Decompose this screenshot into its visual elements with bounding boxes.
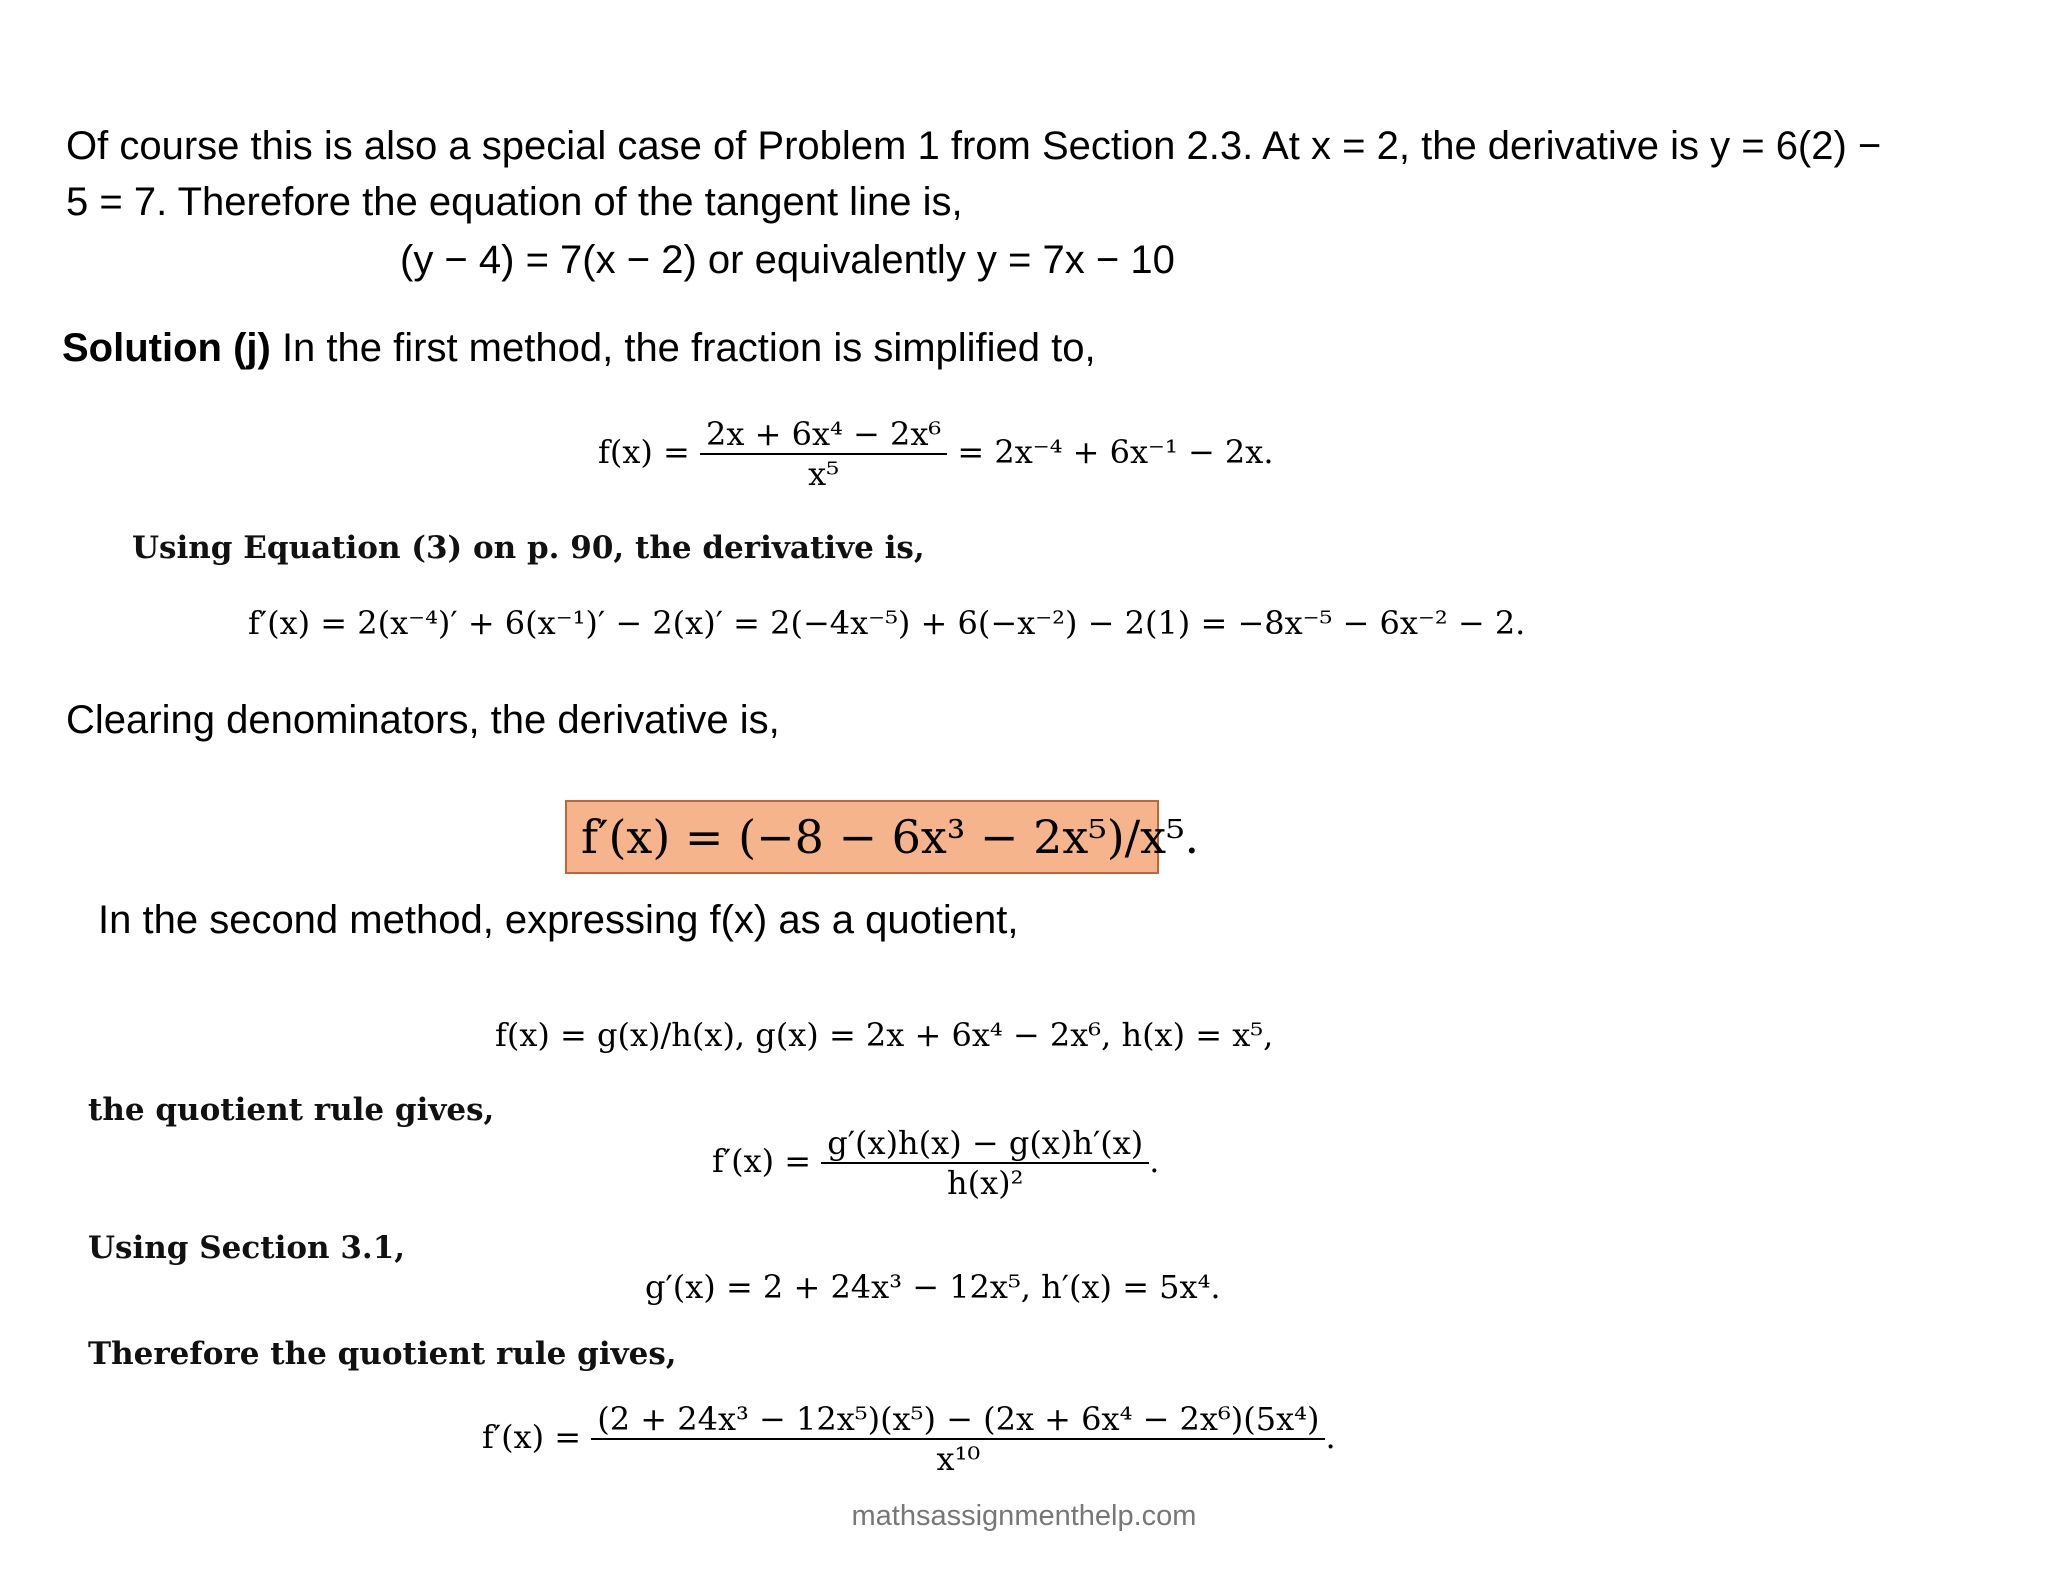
eq6-tail: . <box>1325 1417 1336 1456</box>
eq1-lhs: f(x) = <box>598 432 690 471</box>
boxed-result <box>565 800 1200 874</box>
eq6-numerator: (2 + 24x³ − 12x⁵)(x⁵) − (2x + 6x⁴ − 2x⁶)(5x⁴) <box>591 1400 1325 1440</box>
therefore-quotient-rule-text: Therefore the quotient rule gives, <box>88 1336 677 1372</box>
equation-quotient-definition: f(x) = g(x)/h(x), g(x) = 2x + 6x⁴ − 2x⁶, h(x) = x⁵, <box>495 1016 1274 1054</box>
eq4-tail: . <box>1149 1141 1160 1180</box>
quotient-rule-gives-text: the quotient rule gives, <box>88 1092 495 1128</box>
tangent-line-equation: (y − 4) = 7(x − 2) or equivalently y = 7x − 10 <box>400 238 1175 282</box>
eq6-fraction <box>591 1400 1325 1479</box>
eq1-numerator: 2x + 6x⁴ − 2x⁶ <box>700 415 947 455</box>
equation-simplified-fraction <box>598 415 1274 494</box>
equation-quotient-rule <box>712 1124 1159 1203</box>
equation-quotient-rule-applied <box>482 1400 1336 1479</box>
eq4-denominator: h(x)² <box>947 1164 1024 1203</box>
eq4-lhs: f′(x) = <box>712 1141 812 1180</box>
equation-derivatives-g-h: g′(x) = 2 + 24x³ − 12x⁵, h′(x) = 5x⁴. <box>645 1268 1221 1306</box>
eq6-denominator: x¹⁰ <box>936 1440 981 1479</box>
eq1-denominator: x⁵ <box>808 455 840 494</box>
using-section-3-1-text: Using Section 3.1, <box>88 1230 406 1266</box>
footer-website: mathsassignmenthelp.com <box>851 1500 1197 1532</box>
solution-label: Solution (j) <box>62 326 271 370</box>
eq4-fraction <box>821 1124 1149 1203</box>
equation-derivative-first-method: f′(x) = 2(x⁻⁴)′ + 6(x⁻¹)′ − 2(x)′ = 2(−4x⁻⁵) + 6(−x⁻²) − 2(1) = −8x⁻⁵ − 6x⁻² − 2. <box>248 604 1526 642</box>
eq4-numerator: g′(x)h(x) − g(x)h′(x) <box>821 1124 1149 1164</box>
eq6-lhs: f′(x) = <box>482 1417 582 1456</box>
eq1-rhs: = 2x⁻⁴ + 6x⁻¹ − 2x. <box>957 432 1274 471</box>
clearing-denominators-text: Clearing denominators, the derivative is, <box>66 698 780 742</box>
solution-text: In the first method, the fraction is simplified to, <box>270 326 1096 370</box>
intro-line-1: Of course this is also a special case of Problem 1 from Section 2.3. At x = 2, the derivative is y = 6(2) − <box>66 124 1882 168</box>
eq1-fraction <box>700 415 947 494</box>
intro-line-2: 5 = 7. Therefore the equation of the tangent line is, <box>66 180 963 224</box>
using-equation-3-text: Using Equation (3) on p. 90, the derivative is, <box>132 530 925 566</box>
intro-paragraph <box>66 118 2026 230</box>
solution-j-line <box>62 320 1096 376</box>
second-method-text: In the second method, expressing f(x) as a quotient, <box>98 898 1019 942</box>
boxed-result-equation: f′(x) = (−8 − 6x³ − 2x⁵)/x⁵. <box>581 810 1200 864</box>
